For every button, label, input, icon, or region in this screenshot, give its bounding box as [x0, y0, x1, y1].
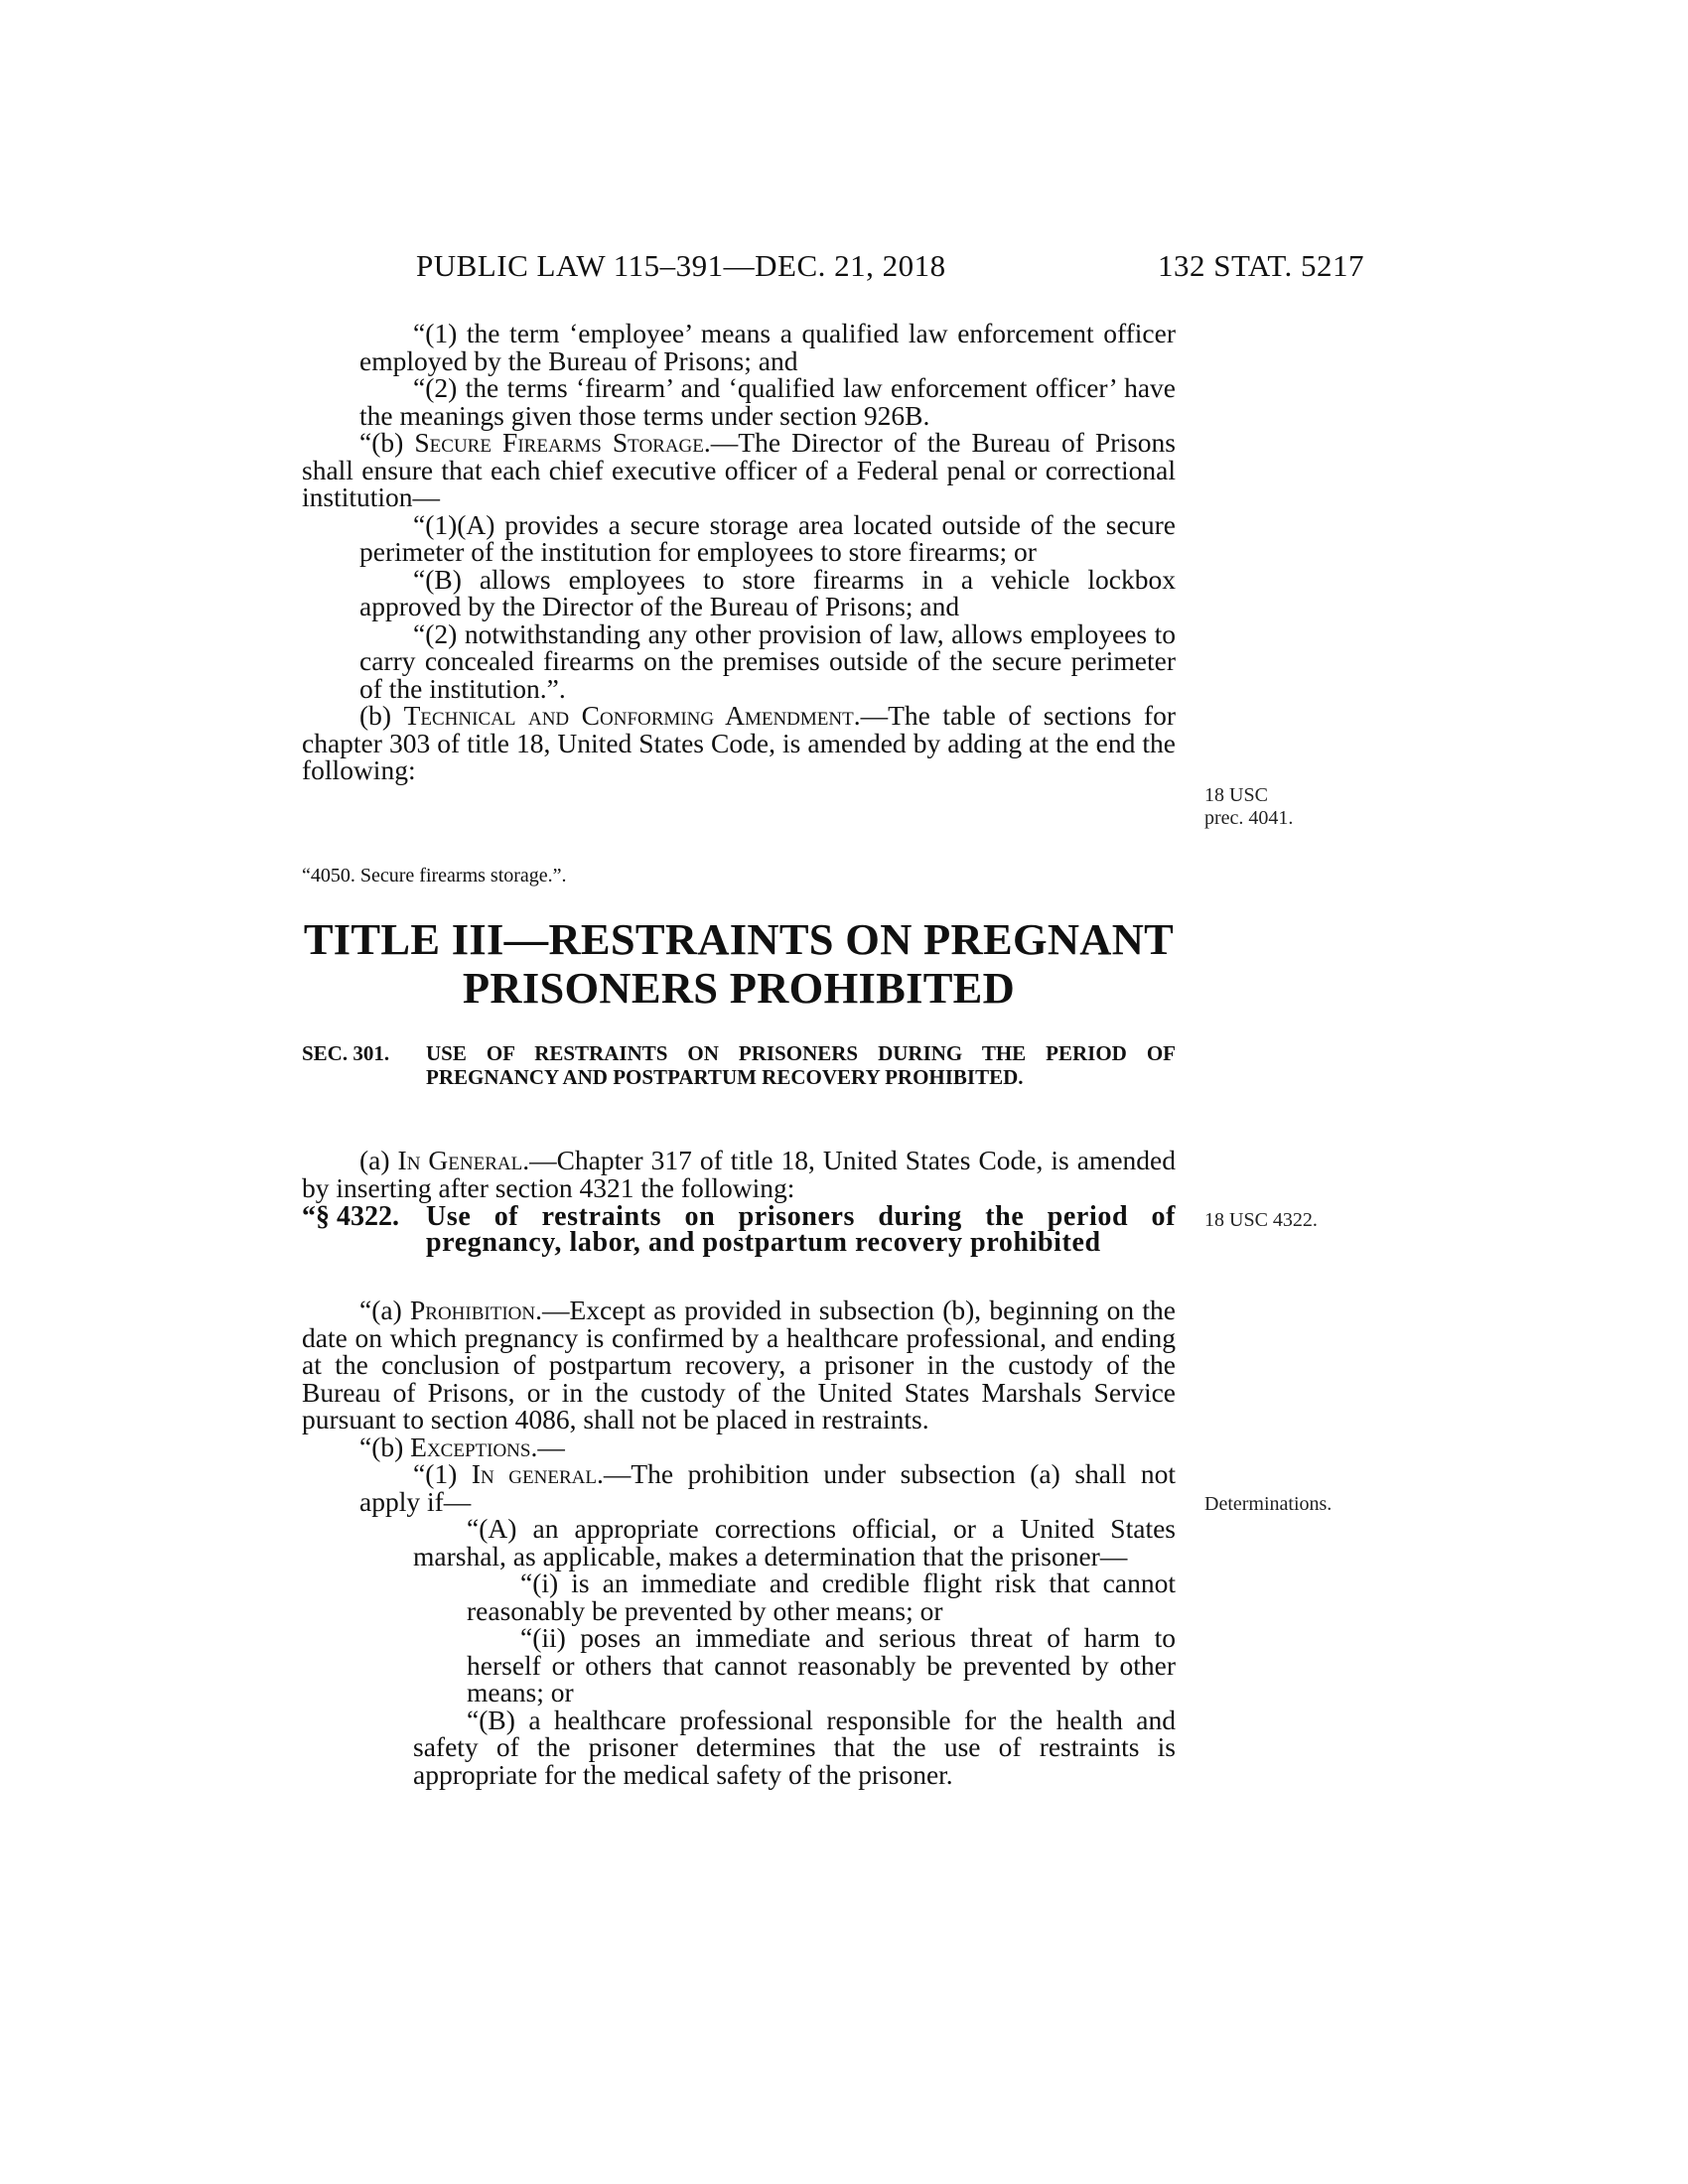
para-text: .—The table of sections for chapter 303 of title 18, United States Code, is amended by adding at the end the following: — [302, 700, 1176, 785]
para-heading: In general — [471, 1458, 597, 1489]
para-heading: Technical and Conforming Amendment — [403, 700, 854, 731]
margin-note-line: prec. 4041. — [1204, 807, 1294, 829]
para-text: .— — [530, 1431, 565, 1462]
para-prefix: (b) — [359, 700, 404, 731]
title-line: TITLE III—RESTRAINTS ON PREGNANT — [303, 914, 1175, 964]
para-definition-employee: “(1) the term ‘employee’ means a qualified law enforcement officer employed by the Bureau of Prisons; and — [359, 318, 1176, 376]
para-prohibition — [302, 1297, 1176, 1433]
margin-note-usc-4322: 18 USC 4322. — [1204, 1209, 1318, 1231]
subsection-number: “§ 4322. — [302, 1201, 399, 1232]
para-threat-of-harm: “(ii) poses an immediate and serious threat of harm to herself or others that cannot reasonably be prevented by other means; or — [467, 1622, 1176, 1707]
para-secure-firearms-storage — [302, 429, 1176, 511]
para-heading: Prohibition — [409, 1295, 536, 1325]
para-exceptions — [302, 1433, 1176, 1461]
para-text: .—The Director of the Bureau of Prisons shall ensure that each chief executive officer of a Federal penal or correctional institution— — [302, 427, 1176, 512]
para-healthcare-professional: “(B) a healthcare professional responsible for the health and safety of the prisoner determines that the use of restraints is appropriate for the medical safety of the prisoner. — [413, 1704, 1176, 1790]
margin-note-line: 18 USC — [1204, 784, 1268, 806]
para-heading: In General — [397, 1145, 523, 1175]
para-prefix: “(a) — [359, 1295, 410, 1325]
header-stat-page: 132 STAT. 5217 — [1157, 248, 1364, 283]
para-concealed-carry: “(2) notwithstanding any other provision of law, allows employees to carry concealed firearms on the premises outside of the secure perimeter of the institution.”. — [359, 617, 1176, 704]
para-definition-firearm: “(2) the terms ‘firearm’ and ‘qualified law enforcement officer’ have the meanings given those terms under section 926B. — [359, 372, 1176, 431]
section-number: SEC. 301. — [302, 1041, 390, 1065]
para-prefix: “(b) — [359, 1431, 411, 1462]
para-determination-official: “(A) an appropriate corrections official, or a United States marshal, as applicable, makes a determination that the prisoner— — [413, 1513, 1176, 1571]
page-header — [302, 248, 1364, 288]
margin-note-determinations: Determinations. — [1204, 1493, 1333, 1515]
para-prefix: “(1) — [413, 1458, 472, 1489]
header-law-citation: PUBLIC LAW 115–391—DEC. 21, 2018 — [416, 248, 946, 283]
para-vehicle-lockbox: “(B) allows employees to store firearms in a vehicle lockbox approved by the Director of the Bureau of Prisons; and — [359, 563, 1176, 621]
section-title: USE OF RESTRAINTS ON PRISONERS DURING THE PERIOD OF PREGNANCY AND POSTPARTUM RECOVERY PROHIBITED. — [426, 1041, 1176, 1089]
para-storage-area: “(1)(A) provides a secure storage area located outside of the secure perimeter of the institution for employees to store firearms; or — [359, 508, 1176, 567]
para-text: .—The prohibition under subsection (a) shall not apply if— — [359, 1458, 1176, 1517]
title-line: PRISONERS PROHIBITED — [462, 963, 1016, 1013]
para-exceptions-general — [302, 1460, 1176, 1515]
para-heading: Secure Firearms Storage — [414, 427, 704, 458]
para-prefix: “(b) — [359, 427, 415, 458]
para-in-general — [302, 1147, 1176, 1201]
title-heading — [302, 915, 1176, 1013]
para-text: .—Chapter 317 of title 18, United States Code, is amended by inserting after section 4321 the following: — [302, 1145, 1176, 1203]
para-heading: Exceptions — [410, 1431, 531, 1462]
subsection-heading — [302, 1201, 1176, 1258]
body-text-top — [302, 320, 1176, 784]
margin-note-usc-4041 — [1204, 784, 1293, 830]
table-of-sections-entry: “4050. Secure firearms storage.”. — [302, 865, 567, 887]
para-flight-risk: “(i) is an immediate and credible flight risk that cannot reasonably be prevented by other means; or — [467, 1568, 1176, 1626]
body-text-general — [302, 1147, 1176, 1201]
section-heading — [302, 1041, 1176, 1089]
para-text: .—Except as provided in subsection (b), beginning on the date on which pregnancy is confirmed by a healthcare professional, and ending at the conclusion of postpartum recovery, a prisoner in the custody of the Bureau of Prisons, or in the custody of the United States Marshals Service pursuant to section 4086, shall not be placed in restraints. — [302, 1295, 1176, 1434]
body-text-subsection — [302, 1297, 1176, 1788]
subsection-title: Use of restraints on prisoners during the period of pregnancy, labor, and postpartum recovery prohibited — [426, 1201, 1176, 1258]
para-prefix: (a) — [359, 1145, 398, 1175]
para-technical-amendment — [302, 702, 1176, 784]
